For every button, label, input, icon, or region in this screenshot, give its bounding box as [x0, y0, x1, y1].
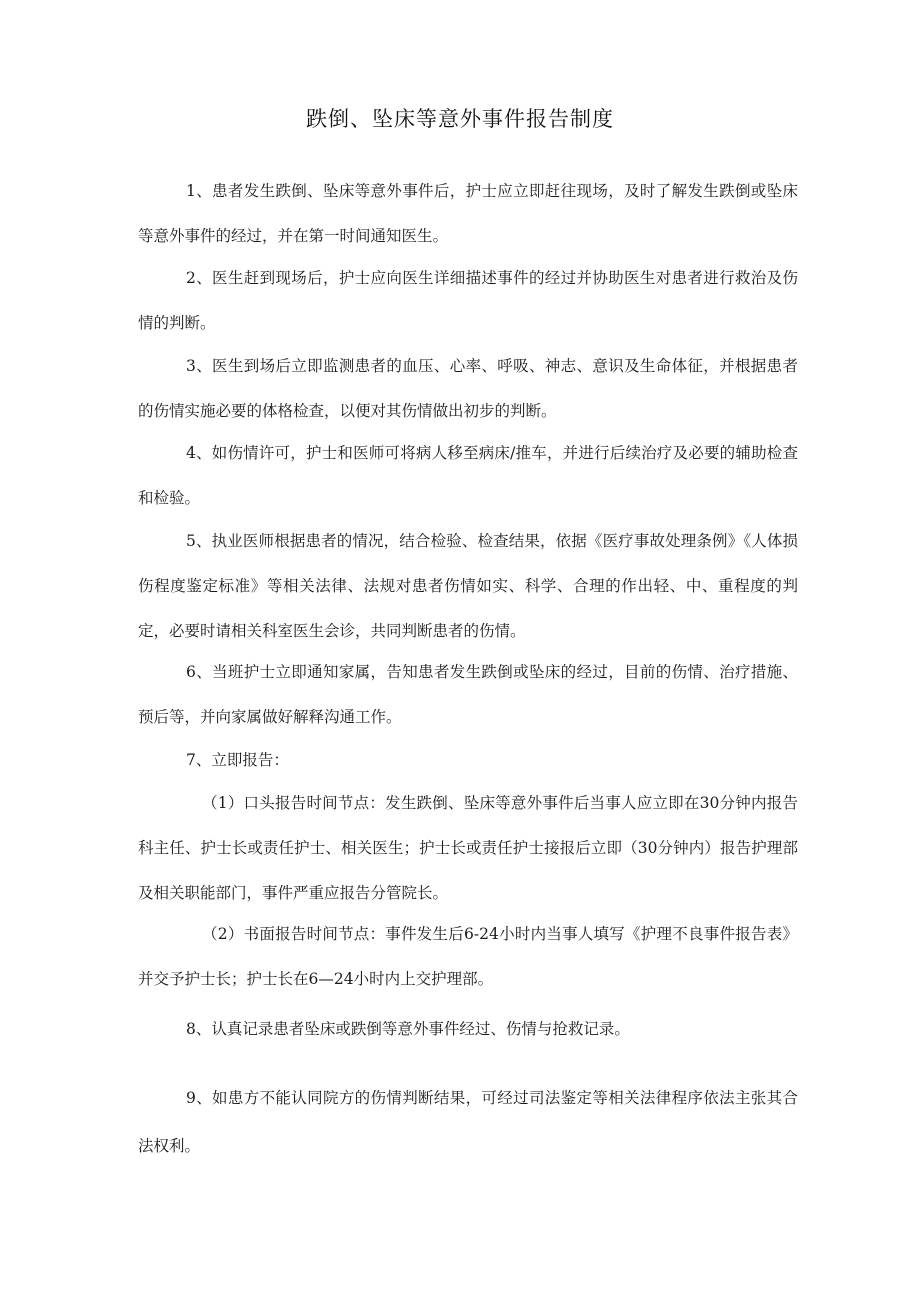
- document-title: 跌倒、坠床等意外事件报告制度: [306, 107, 614, 131]
- paragraph-2: 2、医生赶到现场后，护士应向医生详细描述事件的经过并协助医生对患者进行救治及伤情的判断。: [138, 269, 798, 332]
- paragraph-3: 3、医生到场后立即监测患者的血压、心率、呼吸、神志、意识及生命体征，并根据患者的伤情实施必要的体格检查，以便对其伤情做出初步的判断。: [138, 357, 798, 420]
- paragraph-4: 4、如伤情许可，护士和医师可将病人移至病床/推车，并进行后续治疗及必要的辅助检查和检验。: [138, 444, 798, 507]
- paragraph-7-item-2: （2）书面报告时间节点：事件发生后6-24小时内当事人填写《护理不良事件报告表》并交予护士长；护士长在6—24小时内上交护理部。: [138, 925, 798, 988]
- paragraph-7-item-1: （1）口头报告时间节点：发生跌倒、坠床等意外事件后当事人应立即在30分钟内报告科主任、护士长或责任护士、相关医生；护士长或责任护士接报后立即（30分钟内）报告护理部及相关职能部门，事件严重应报告分管院长。: [138, 794, 798, 902]
- paragraph-1: 1、患者发生跌倒、坠床等意外事件后，护士应立即赶往现场，及时了解发生跌倒或坠床等意外事件的经过，并在第一时间通知医生。: [138, 182, 798, 245]
- paragraph-6: 6、当班护士立即通知家属，告知患者发生跌倒或坠床的经过，目前的伤情、治疗措施、预后等，并向家属做好解释沟通工作。: [138, 663, 798, 726]
- paragraph-5: 5、执业医师根据患者的情况，结合检验、检查结果，依据《医疗事故处理条例》《人体损伤程度鉴定标准》等相关法律、法规对患者伤情如实、科学、合理的作出轻、中、重程度的判定，必要时请相关科室医生会诊，共同判断患者的伤情。: [138, 532, 798, 640]
- paragraph-9: 9、如患方不能认同院方的伤情判断结果，可经过司法鉴定等相关法律程序依法主张其合法权利。: [138, 1089, 798, 1155]
- paragraph-7-heading: 7、立即报告：: [186, 751, 289, 769]
- paragraph-8: 8、认真记录患者坠床或跌倒等意外事件经过、伤情与抢救记录。: [186, 1020, 630, 1038]
